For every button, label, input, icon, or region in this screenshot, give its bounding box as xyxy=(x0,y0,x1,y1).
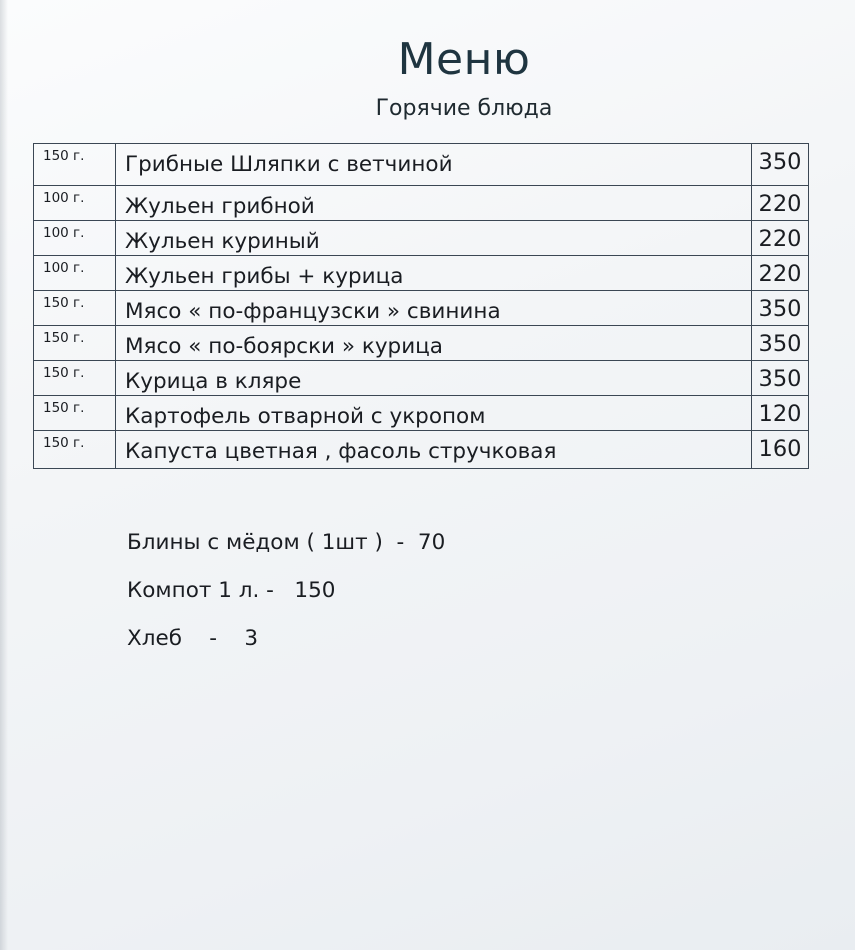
item-weight: 150 г. xyxy=(34,396,116,431)
item-name: Жульен куриный xyxy=(116,221,752,256)
item-price: 350 xyxy=(752,144,809,186)
item-weight: 150 г. xyxy=(34,361,116,396)
item-weight: 150 г. xyxy=(34,144,116,186)
table-row xyxy=(34,291,809,326)
table-row xyxy=(34,326,809,361)
item-name: Мясо « по-боярски » курица xyxy=(116,326,752,361)
item-price: 350 xyxy=(752,291,809,326)
paper-edge-shadow xyxy=(0,0,8,950)
table-row xyxy=(34,144,809,186)
extra-item-bread: Хлеб - 3 xyxy=(127,626,259,651)
item-name: Жульен грибы + курица xyxy=(116,256,752,291)
table-row xyxy=(34,431,809,469)
item-weight: 150 г. xyxy=(34,291,116,326)
item-price: 220 xyxy=(752,256,809,291)
extra-item-pancakes: Блины с мёдом ( 1шт ) - 70 xyxy=(127,530,446,555)
item-weight: 100 г. xyxy=(34,256,116,291)
section-subtitle: Горячие блюда xyxy=(375,96,553,121)
item-name: Картофель отварной с укропом xyxy=(116,396,752,431)
item-weight: 100 г. xyxy=(34,221,116,256)
extra-item-compote: Компот 1 л. - 150 xyxy=(127,578,336,603)
item-price: 120 xyxy=(752,396,809,431)
item-weight: 150 г. xyxy=(34,326,116,361)
table-row xyxy=(34,256,809,291)
table-row xyxy=(34,221,809,256)
item-name: Мясо « по-французски » свинина xyxy=(116,291,752,326)
item-price: 160 xyxy=(752,431,809,469)
item-price: 350 xyxy=(752,326,809,361)
extras-list xyxy=(127,530,445,674)
menu-table xyxy=(33,143,809,469)
item-name: Грибные Шляпки с ветчиной xyxy=(116,144,752,186)
item-price: 220 xyxy=(752,186,809,221)
item-name: Жульен грибной xyxy=(116,186,752,221)
table-row xyxy=(34,396,809,431)
item-name: Курица в кляре xyxy=(116,361,752,396)
item-price: 350 xyxy=(752,361,809,396)
table-row xyxy=(34,361,809,396)
item-weight: 100 г. xyxy=(34,186,116,221)
page-title: Меню xyxy=(397,34,531,85)
item-price: 220 xyxy=(752,221,809,256)
item-name: Капуста цветная , фасоль стручковая xyxy=(116,431,752,469)
item-weight: 150 г. xyxy=(34,431,116,469)
table-row xyxy=(34,186,809,221)
